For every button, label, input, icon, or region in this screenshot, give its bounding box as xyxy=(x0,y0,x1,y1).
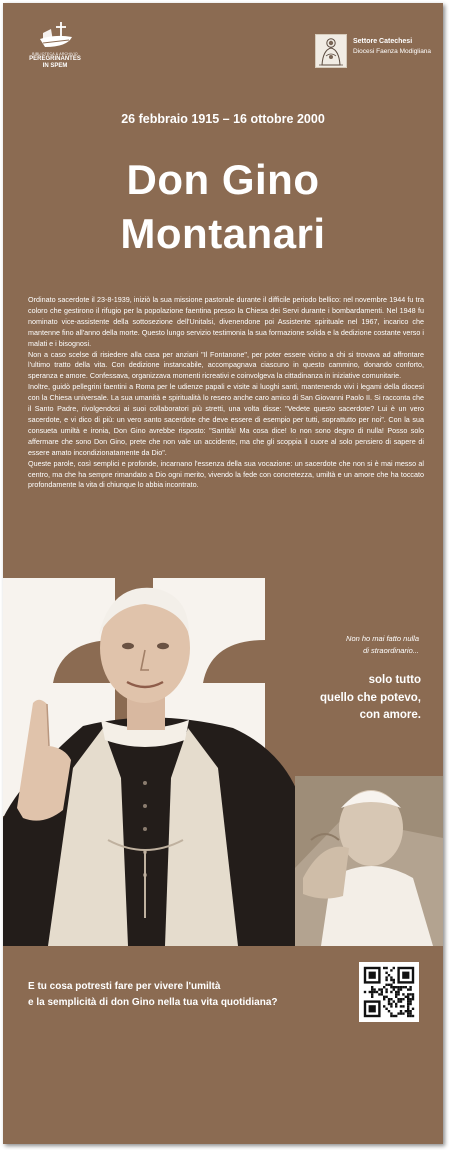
library-logo-motto: IN SPEM xyxy=(42,63,68,69)
pilgrim-cross-boat-icon xyxy=(35,21,75,51)
library-logo-caption: BIBLIOTECA & ARCHIVIO xyxy=(32,52,78,56)
biography-paragraph-4: Queste parole, così semplici e profonde, incarnano l'essenza della sua vocazione: un sacerdote che non si è mai messo al centro, ma che ha sempre rimandato a Dio ogni merito, vivendo la fede con concretezza, umiltà e un amore che ha toccato profondamente la vita di chiunque lo abbia incontrato. xyxy=(28,458,424,490)
life-dates: 26 febbraio 1915 – 16 ottobre 2000 xyxy=(121,112,325,126)
qr-code-icon[interactable] xyxy=(359,962,419,1022)
quote-main xyxy=(293,672,421,725)
diocese-logo xyxy=(315,34,441,68)
title-line-2: Montanari xyxy=(120,210,326,257)
madonna-emblem-icon xyxy=(315,34,347,68)
quote-intro xyxy=(323,633,419,657)
pope-photo xyxy=(295,776,443,946)
biography-paragraph-2: Non a caso scelse di risiedere alla casa per anziani "Il Fontanone", per poter essere vicino a chi si trovava ad affrontare l'ultimo tratto della vita. Con dedizione instancabile, accompagnava ciascuno in questo cammino, donando conforto, speranza e amore. Confessava, organizzava momenti ricreativi e coinvolgeva la cittadinanza in iniziative comunitarie. xyxy=(28,349,424,381)
quote-main-line-3: con amore. xyxy=(359,709,421,721)
diocese-logo-subtitle: Diocesi Faenza Modigliana xyxy=(353,48,432,55)
quote-main-line-1: solo tutto xyxy=(368,674,421,686)
biography-text xyxy=(28,295,424,491)
quote-intro-line-1: Non ho mai fatto nulla xyxy=(346,634,419,643)
title-line-1: Don Gino xyxy=(126,156,320,203)
biography-paragraph-3: Inoltre, guidò pellegrini faentini a Roma per le udienze papali e visite ai luoghi santi, mantenendo vivi i legami della diocesi con la Chiesa universale. La sua umanità e spiritualità lo resero anche caro amico di San Giovanni Paolo II. Si racconta che il Santo Padre, rivolgendosi ai suoi collaboratori più stretti, una volta disse: "Vedete questo sacerdote? Lui è un vero sacerdote, e vi dico di più: un vero santo sacerdote che deve essere di esempio per tutti, soprattutto per noi". Con la sua consueta umiltà e ironia, Don Gino avrebbe risposto: "Santità! Ma cosa dice! Io non sono degno di nulla! Posso solo affermare che sono Don Gino, prete che non vale un accidente, ma che gli scoppia il cuore al solo pensiero di sapere di essere amato incondizionatamente da Dio". xyxy=(28,382,424,457)
library-logo xyxy=(25,21,85,83)
poster xyxy=(3,3,443,1144)
biography-paragraph-1: Ordinato sacerdote il 23-8-1939, iniziò la sua missione pastorale durante il difficile periodo bellico: nel novembre 1944 fu tra coloro che gestirono il rifugio per la popolazione faentina presso la Chiesa dei Servi durante i bombardamenti. Nel 1948 fu nominato vice-assistente della sottosezione dell'Unitalsi, divenendone poi Assistente spirituale nel 1967, incarico che mantenne fino all'anno della morte. Questo lungo servizio testimonia la sua formazione solida e la dedizione costante verso i malati e i bisognosi. xyxy=(28,295,424,348)
quote-main-line-2: quello che potevo, xyxy=(320,691,421,704)
page-title xyxy=(3,153,443,261)
diocese-logo-title: Settore Catechesi xyxy=(353,38,413,45)
library-logo-name: PEREGRINANTES xyxy=(29,56,81,62)
quote-intro-line-2: di straordinario... xyxy=(363,646,419,655)
question-line-1: E tu cosa potresti fare per vivere l'umiltà xyxy=(28,981,221,992)
reflection-question xyxy=(28,979,338,1011)
question-line-2: e la semplicità di don Gino nella tua vita quotidiana? xyxy=(28,997,278,1008)
